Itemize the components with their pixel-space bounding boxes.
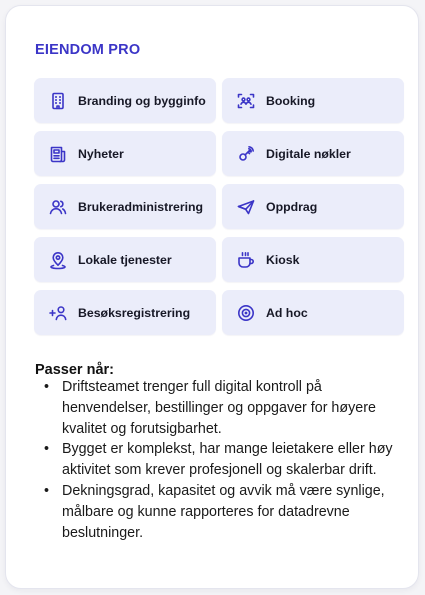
list-item: • Driftsteamet trenger full digital kontroll på henvendelser, bestillinger og oppgaver for høyere kvalitet og forutsigbarhet. xyxy=(35,377,405,439)
feature-label: Ad hoc xyxy=(266,305,308,320)
feature-oppdrag[interactable] xyxy=(222,184,404,229)
feature-branding-og-bygginfo[interactable] xyxy=(34,78,216,123)
add-user-icon xyxy=(49,304,67,322)
plan-title: EIENDOM PRO xyxy=(35,42,141,58)
passer-heading: Passer når: xyxy=(35,362,114,378)
map-pin-icon xyxy=(49,251,67,269)
paper-plane-icon xyxy=(237,198,255,216)
list-item: • Bygget er komplekst, har mange leietakere eller høy aktivitet som krever profesjonell og skalerbar drift. xyxy=(35,439,405,481)
passer-list xyxy=(35,377,405,543)
feature-ad-hoc[interactable] xyxy=(222,290,404,335)
feature-nyheter[interactable] xyxy=(34,131,216,176)
feature-label: Lokale tjenester xyxy=(78,252,172,267)
building-icon xyxy=(49,92,67,110)
feature-lokale-tjenester[interactable] xyxy=(34,237,216,282)
feature-besoksregistrering[interactable] xyxy=(34,290,216,335)
feature-label: Booking xyxy=(266,93,316,108)
feature-grid xyxy=(34,78,404,335)
coffee-cup-icon xyxy=(237,251,255,269)
newspaper-icon xyxy=(49,145,67,163)
feature-label: Kiosk xyxy=(266,252,300,267)
feature-digitale-nokler[interactable] xyxy=(222,131,404,176)
scan-people-icon xyxy=(237,92,255,110)
feature-label: Oppdrag xyxy=(266,199,318,214)
feature-brukeradministrering[interactable] xyxy=(34,184,216,229)
feature-label: Brukeradministrering xyxy=(78,199,204,214)
list-item: • Dekningsgrad, kapasitet og avvik må være synlige, målbare og kunne rapporteres for datadrevne beslutninger. xyxy=(35,481,405,543)
feature-booking[interactable] xyxy=(222,78,404,123)
feature-kiosk[interactable] xyxy=(222,237,404,282)
feature-label: Branding og bygginfo xyxy=(78,93,206,108)
users-icon xyxy=(49,198,67,216)
feature-label: Besøksregistrering xyxy=(78,305,191,320)
target-icon xyxy=(237,304,255,322)
feature-label: Nyheter xyxy=(78,146,124,161)
plan-card xyxy=(5,5,419,589)
feature-label: Digitale nøkler xyxy=(266,146,351,161)
key-signal-icon xyxy=(237,145,255,163)
